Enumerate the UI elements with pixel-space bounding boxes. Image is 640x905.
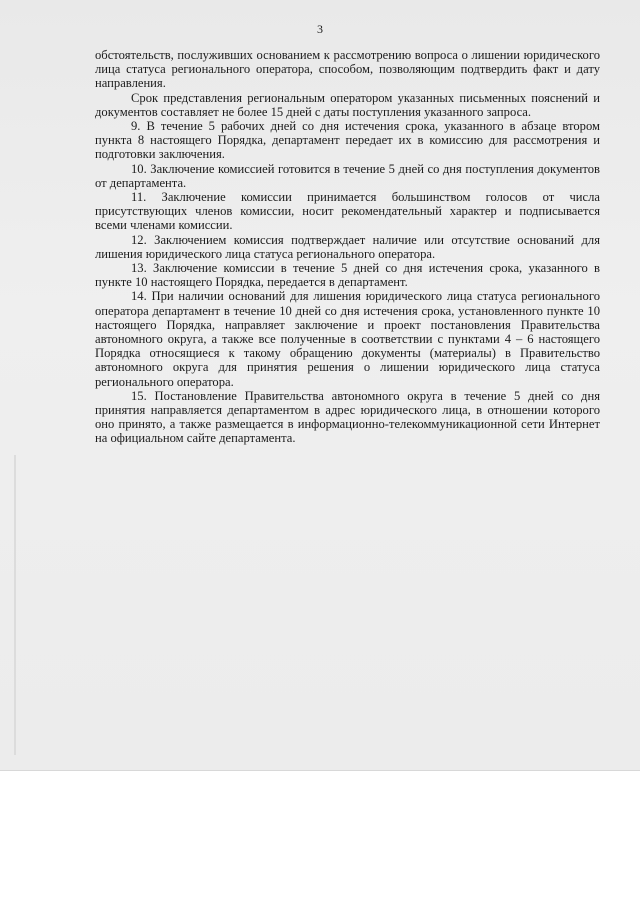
paragraph-item-15: 15. Постановление Правительства автономного округа в течение 5 дней со дня принятия направляется департаментом в адрес юридического лица, в отношении которого оно принято, а также размещается в информационно-телекоммуникационной сети Интернет на официальном сайте департамента. [95, 388, 600, 446]
paragraph-item-10: 10. Заключение комиссией готовится в течение 5 дней со дня поступления документов от департамента. [95, 161, 600, 190]
paragraph-deadline: Срок представления региональным оператором указанных письменных пояснений и документов составляет не более 15 дней с даты поступления указанного запроса. [95, 90, 600, 119]
paragraph-item-14: 14. При наличии оснований для лишения юридического лица статуса регионального оператора департамент в течение 10 дней со дня истечения срока, установленного пункте 10 настоящего Порядка, направляет заключение и проект постановления Правительства автономного округа, а также все полученные в соответствии с пунктами 4 – 6 настоящего Порядка относящиеся к такому обращению документы (материалы) в Правительство автономного округа для принятия решения о лишении юридического лица статуса регионального оператора. [95, 289, 600, 389]
paragraph-item-11: 11. Заключение комиссии принимается большинством голосов от числа присутствующих членов комиссии, носит рекомендательный характер и подписывается всеми членами комиссии. [95, 190, 600, 233]
paragraph-item-9: 9. В течение 5 рабочих дней со дня истечения срока, указанного в абзаце втором пункта 8 настоящего Порядка, департамент передает их в комиссию для рассмотрения и подготовки заключения. [95, 119, 600, 162]
page-number: 3 [317, 22, 323, 36]
document-body [95, 48, 600, 446]
paragraph-item-13: 13. Заключение комиссии в течение 5 дней со дня истечения срока, указанного в пункте 10 настоящего Порядка, передается в департамент. [95, 261, 600, 290]
scan-edge-mark [14, 455, 16, 755]
paragraph-continuation: обстоятельств, послуживших основанием к рассмотрению вопроса о лишении юридического лица статуса регионального оператора, способом, позволяющим подтвердить факт и дату направления. [95, 48, 600, 91]
paragraph-item-12: 12. Заключением комиссия подтверждает наличие или отсутствие оснований для лишения юридического лица статуса регионального оператора. [95, 232, 600, 261]
